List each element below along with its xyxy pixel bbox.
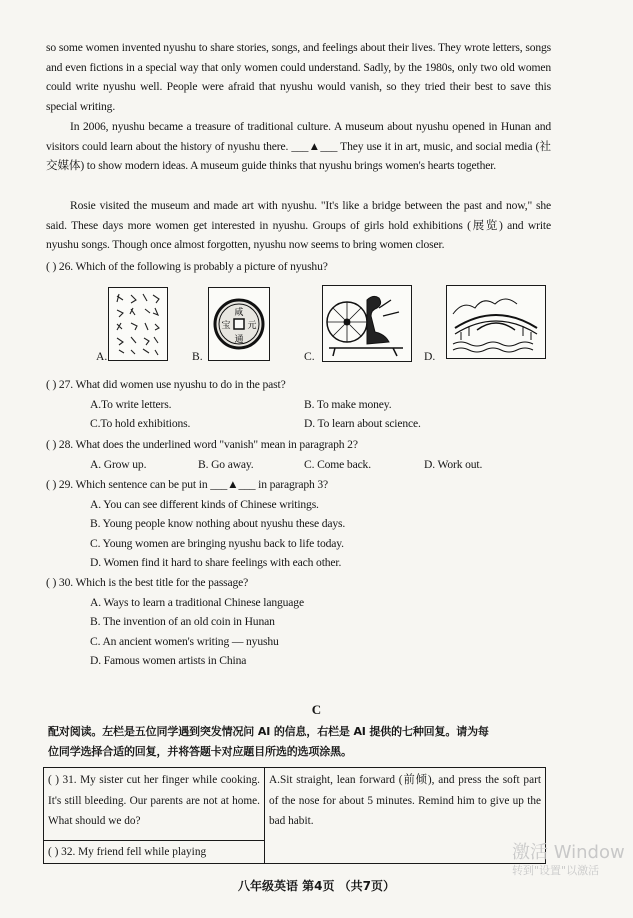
q28-option-a: A. Grow up.: [90, 458, 147, 471]
matching-table: [43, 767, 546, 864]
q26-option-a-label: A.: [96, 350, 108, 363]
q30-option-d: D. Famous women artists in China: [90, 654, 247, 667]
nyushu-script-picture: [108, 287, 168, 361]
activation-watermark-title: 激活 Window: [512, 842, 625, 863]
spinning-wheel-icon: [323, 286, 411, 361]
question-26: ( ) 26. Which of the following is probably a picture of nyushu?: [46, 260, 328, 273]
q28-option-c: C. Come back.: [304, 458, 371, 471]
activation-watermark-subtitle: 转到"设置"以激活: [512, 864, 600, 877]
question-29: ( ) 29. Which sentence can be put in ___▲___ in paragraph 3?: [46, 478, 329, 491]
section-c-heading: C: [311, 702, 322, 717]
q30-option-c: C. An ancient women's writing — nyushu: [90, 635, 279, 648]
q26-option-b-label: B.: [192, 350, 203, 363]
q30-option-b: B. The invention of an old coin in Hunan: [90, 615, 275, 628]
q32-cell: ( ) 32. My friend fell while playing: [44, 841, 265, 864]
q27-option-c: C.To hold exhibitions.: [90, 417, 191, 430]
coin-char-top: 咸: [234, 308, 244, 318]
q31-cell: ( ) 31. My sister cut her finger while cooking. It's still bleeding. Our parents are not at home. What should we do?: [44, 768, 265, 841]
section-c-instruction-line2: 位同学选择合适的回复，并将答题卡对应题目所选的选项涂黑。: [48, 745, 352, 758]
nyushu-script-icon: [109, 288, 167, 360]
q26-option-d-label: D.: [424, 350, 436, 363]
option-a-cell: A.Sit straight, lean forward (前倾), and press the soft part of the nose for about 5 minutes. Remind him to give up the bad habit.: [265, 768, 546, 864]
question-27: ( ) 27. What did women use nyushu to do in the past?: [46, 378, 286, 391]
q27-option-d: D. To learn about science.: [304, 417, 421, 430]
q29-option-c: C. Young women are bringing nyushu back to life today.: [90, 537, 344, 550]
question-30: ( ) 30. Which is the best title for the passage?: [46, 576, 249, 589]
q29-option-b: B. Young people know nothing about nyushu these days.: [90, 517, 346, 530]
section-c-instruction-line1: 配对阅读。左栏是五位同学遇到突发情况问 AI 的信息，右栏是 AI 提供的七种回复。请为每: [48, 725, 489, 738]
paragraph-1: so some women invented nyushu to share stories, songs, and feelings about their lives. They wrote letters, songs and even fictions in a special way that only women could understand. Sadly, by the 1980s, only two old women could write nyushu well. People were afraid that nyushu would vanish, so they tried their best to save this special writing.: [46, 41, 551, 113]
coin-char-left: 宝: [221, 321, 231, 331]
q26-option-c-label: C.: [304, 350, 315, 363]
coin-icon: [209, 288, 269, 360]
q30-option-a: A. Ways to learn a traditional Chinese language: [90, 596, 304, 609]
paragraph-3: Rosie visited the museum and made art with nyushu. "It's like a bridge between the past and now," she said. These days more women get interested in nyushu. Groups of girls hold exhibitions (展览) and write nyushu songs. Though once almost forgotten, nyushu now seems to bring women closer.: [46, 199, 551, 252]
q28-option-d: D. Work out.: [424, 458, 483, 471]
page-footer: 八年级英语 第4页 （共7页）: [237, 879, 396, 893]
q27-option-a: A.To write letters.: [90, 398, 172, 411]
q28-option-b: B. Go away.: [198, 458, 254, 471]
question-28: ( ) 28. What does the underlined word "vanish" mean in paragraph 2?: [46, 438, 358, 451]
q29-option-d: D. Women find it hard to share feelings with each other.: [90, 556, 342, 569]
ancient-coin-picture: [208, 287, 270, 361]
bridge-icon: [447, 286, 545, 358]
bridge-drawing-picture: [446, 285, 546, 359]
coin-char-right: 元: [247, 321, 257, 331]
q27-option-b: B. To make money.: [304, 398, 392, 411]
spinning-wheel-picture: [322, 285, 412, 362]
paragraph-2: In 2006, nyushu became a treasure of traditional culture. A museum about nyushu opened in Hunan and visitors could learn about the history of nyushu there. ___▲___ They use it in art, music, and social media (社交媒体) to show modern ideas. A museum guide thinks that nyushu brings women's hearts together.: [46, 120, 551, 173]
q29-option-a: A. You can see different kinds of Chinese writings.: [90, 498, 319, 511]
coin-char-bottom: 通: [234, 335, 244, 345]
